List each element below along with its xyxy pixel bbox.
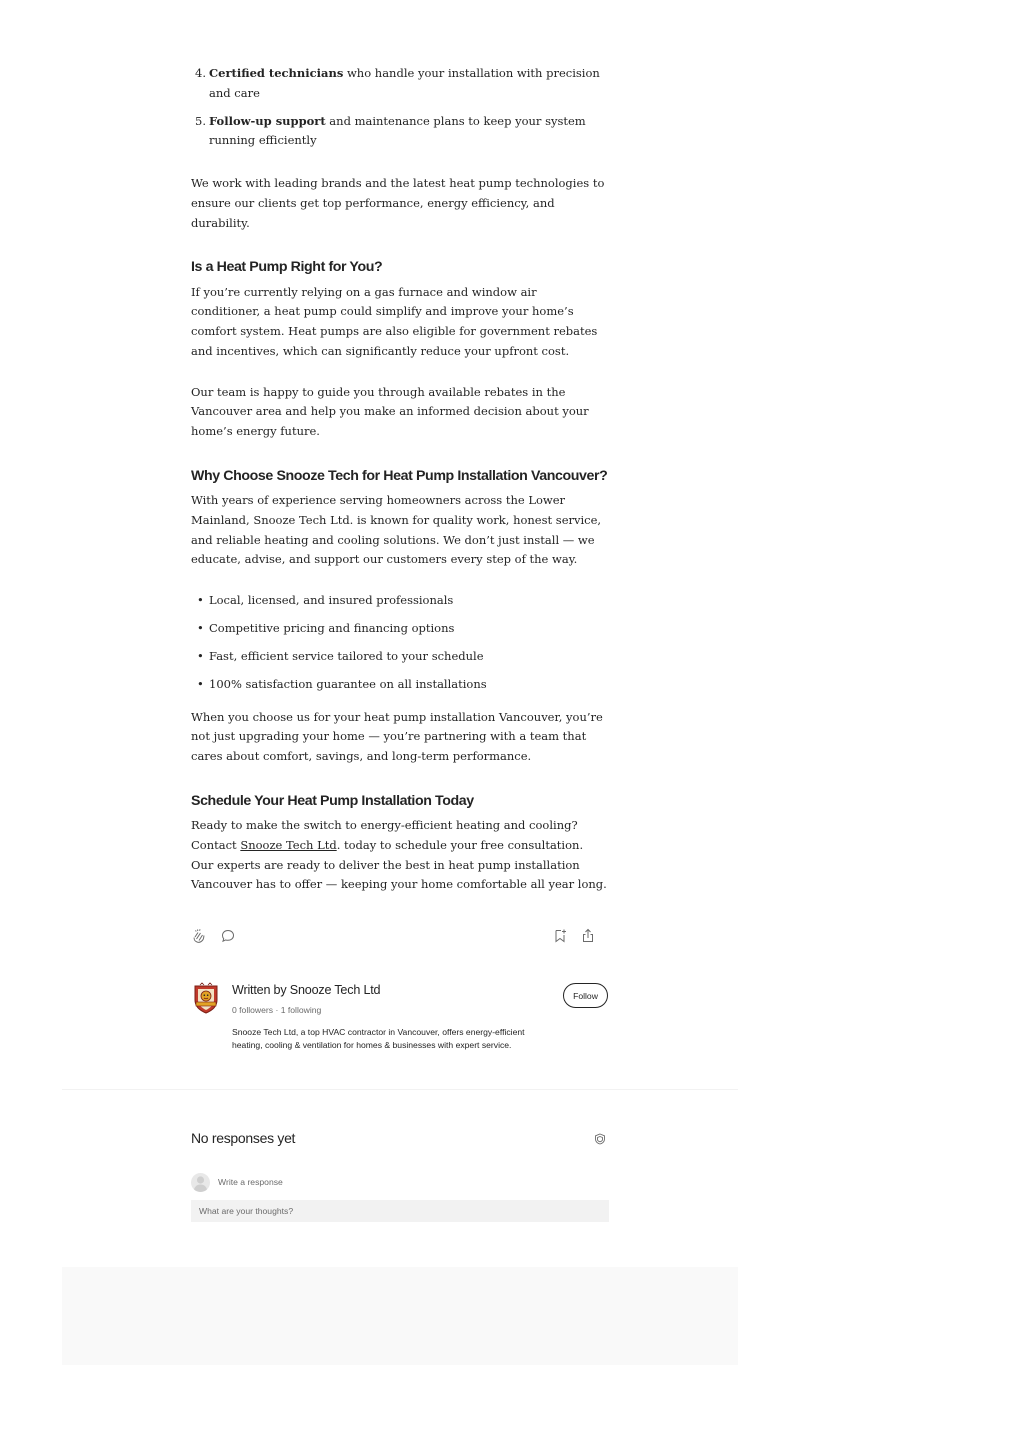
list-item: • Competitive pricing and financing options [209, 619, 609, 639]
heading-heat-pump-right: Is a Heat Pump Right for You? [191, 259, 383, 276]
paragraph-right-2: Our team is happy to guide you through available rebates in the Vancouver area and help you make an informed decision about your home’s energy future. [191, 384, 589, 438]
snooze-tech-logo-icon [191, 982, 221, 1014]
list-item-text: who handle your installation with precision and care [209, 66, 600, 100]
schedule-text-after: . today to schedule your free consultation. Our experts are ready to deliver the best in heat pump installation Vancouver has to offer — keeping your home comfortable all year long. [191, 837, 607, 892]
footer-panel [62, 1267, 738, 1365]
paragraph-why: With years of experience serving homeowners across the Lower Mainland, Snooze Tech Ltd. is known for quality work, honest service, and reliable heating and cooling solutions. We don’t just install — we educate, advise, and support our customers every step of the way. [191, 493, 602, 567]
user-placeholder-icon [191, 1173, 210, 1192]
author-avatar[interactable] [191, 982, 221, 1014]
list-number: 5. [195, 113, 206, 128]
clap-icon[interactable] [191, 928, 207, 944]
author-follow-stats[interactable]: 0 followers · 1 following [232, 1005, 322, 1015]
list-item: • Fast, efficient service tailored to your schedule [209, 647, 609, 667]
list-item [195, 112, 609, 151]
write-response-label: Write a response [218, 1177, 283, 1187]
section-divider [62, 1089, 738, 1090]
list-item-text: and maintenance plans to keep your system running efficiently [209, 113, 586, 148]
paragraph-choose: When you choose us for your heat pump installation Vancouver, you’re not just upgrading your home — you’re partnering with a team that cares about comfort, savings, and long-term performance. [191, 709, 603, 764]
snooze-tech-link[interactable]: Snooze Tech Ltd [240, 837, 337, 852]
list-item-bold: Follow-up support [209, 113, 326, 128]
article-actions [191, 928, 609, 946]
shield-icon[interactable] [594, 1132, 606, 1144]
user-avatar [191, 1173, 210, 1192]
heading-why-choose: Why Choose Snooze Tech for Heat Pump Installation Vancouver? [191, 467, 608, 484]
ordered-list [191, 64, 609, 151]
bookmark-add-icon[interactable] [552, 928, 568, 944]
article-body [191, 60, 609, 895]
author-bio: Snooze Tech Ltd, a top HVAC contractor in Vancouver, offers energy-efficient heating, cooling & ventilation for homes & businesses with expert service. [232, 1027, 525, 1050]
list-item: • Local, licensed, and insured professionals [209, 591, 609, 611]
heading-schedule: Schedule Your Heat Pump Installation Today [191, 792, 474, 809]
paragraph-schedule [191, 816, 609, 895]
comment-icon[interactable] [220, 928, 236, 944]
list-item: • 100% satisfaction guarantee on all installations [209, 675, 609, 695]
list-item [195, 64, 609, 103]
follow-button[interactable]: Follow [563, 983, 608, 1008]
list-number: 4. [195, 66, 206, 80]
bullet-list [191, 591, 609, 695]
author-card [191, 980, 609, 1060]
list-item-bold: Certified technicians [209, 66, 344, 80]
response-input[interactable]: What are your thoughts? [191, 1200, 609, 1222]
paragraph-brands: We work with leading brands and the latest heat pump technologies to ensure our clients get top performance, energy efficiency, and durability. [191, 176, 605, 230]
share-icon[interactable] [580, 928, 596, 944]
author-name[interactable]: Written by Snooze Tech Ltd [232, 983, 381, 997]
paragraph-right-1: If you’re currently relying on a gas furnace and window air conditioner, a heat pump could simplify and improve your home’s comfort system. Heat pumps are also eligible for government rebates and incentives, which can significantly reduce your upfront cost. [191, 284, 598, 358]
responses-title: No responses yet [191, 1130, 296, 1146]
schedule-text-before: Ready to make the switch to energy-efficient heating and cooling? Contact [191, 818, 578, 852]
